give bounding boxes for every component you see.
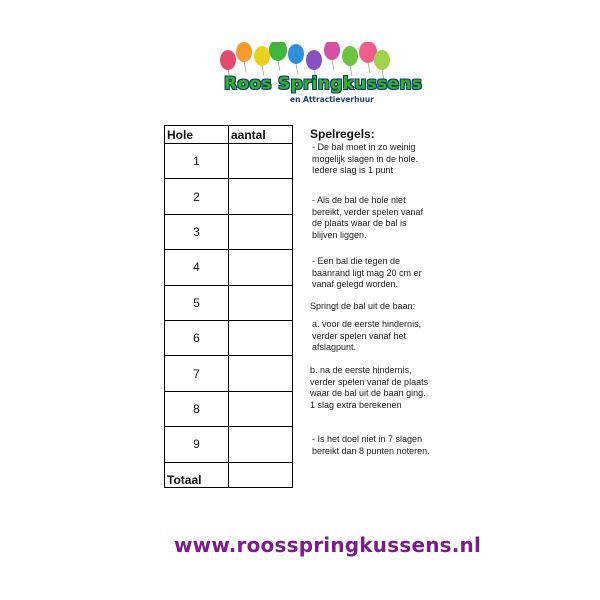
hole-row xyxy=(165,285,293,320)
score-cell xyxy=(229,144,293,179)
balloon xyxy=(236,42,252,62)
rule-item: - Een bal die tegen de baanrand ligt mag 20 cm er vanaf gelegd worden. xyxy=(312,256,422,289)
scorecard-header-row xyxy=(165,126,293,144)
score-cell xyxy=(229,250,293,285)
rule-item: Springt de bal uit de baan: xyxy=(310,301,416,311)
balloon-string xyxy=(332,60,334,70)
header-hole: Hole xyxy=(165,126,229,144)
rule-item: b. na de eerste hindernis, verder spelen vanaf de plaats waar de bal uit de baan ging. 1 slag extra berekenen xyxy=(310,365,429,410)
hole-number: 8 xyxy=(165,391,229,426)
balloon xyxy=(288,44,304,64)
website-url: www.roosspringkussens.nl xyxy=(174,533,482,557)
hole-number: 3 xyxy=(165,214,229,249)
balloon xyxy=(374,50,390,70)
hole-row xyxy=(165,250,293,285)
balloon xyxy=(220,50,236,70)
balloon-string xyxy=(368,63,370,73)
logo-title: Roos Springkussens xyxy=(224,74,423,94)
balloon xyxy=(254,46,270,66)
rules-title: Spelregels: xyxy=(310,127,375,141)
balloon xyxy=(269,42,287,61)
balloon xyxy=(342,46,358,66)
score-cell xyxy=(229,391,293,426)
hole-row xyxy=(165,320,293,355)
rule-item: - Als de bal de hole niet bereikt, verder spelen vanaf de plaats waar de bal is blijven liggen. xyxy=(312,195,424,240)
hole-row xyxy=(165,356,293,391)
hole-row xyxy=(165,179,293,214)
score-cell xyxy=(229,356,293,391)
score-cell xyxy=(229,179,293,214)
score-cell xyxy=(229,285,293,320)
hole-number: 1 xyxy=(165,144,229,179)
hole-number: 6 xyxy=(165,320,229,355)
balloon-string xyxy=(278,61,280,71)
hole-number: 7 xyxy=(165,356,229,391)
balloon xyxy=(306,50,322,70)
logo-subtitle: en Attractieverhuur xyxy=(290,95,374,104)
scorecard-table xyxy=(164,125,293,488)
rule-item: a. voor de eerste hindernis, verder spelen vanaf het afslagpunt. xyxy=(312,319,422,352)
hole-row xyxy=(165,391,293,426)
score-cell xyxy=(229,214,293,249)
score-cell xyxy=(229,320,293,355)
total-label: Totaal xyxy=(165,462,229,487)
header-aantal: aantal xyxy=(229,126,293,144)
hole-number: 4 xyxy=(165,250,229,285)
score-cell xyxy=(229,427,293,462)
hole-row xyxy=(165,214,293,249)
hole-number: 9 xyxy=(165,427,229,462)
rule-item: - De bal moet in zo weinig mogelijk slagen in de hole. Iedere slag is 1 punt xyxy=(312,142,419,175)
rule-item: - Is het doel niet in 7 slagen bereikt dan 8 punten noteren. xyxy=(312,434,430,456)
total-row xyxy=(165,462,293,487)
total-cell xyxy=(229,462,293,487)
balloon xyxy=(324,42,340,60)
balloon-string xyxy=(244,62,246,72)
balloon-string xyxy=(296,64,298,74)
hole-number: 5 xyxy=(165,285,229,320)
hole-number: 2 xyxy=(165,179,229,214)
hole-row xyxy=(165,144,293,179)
hole-row xyxy=(165,427,293,462)
